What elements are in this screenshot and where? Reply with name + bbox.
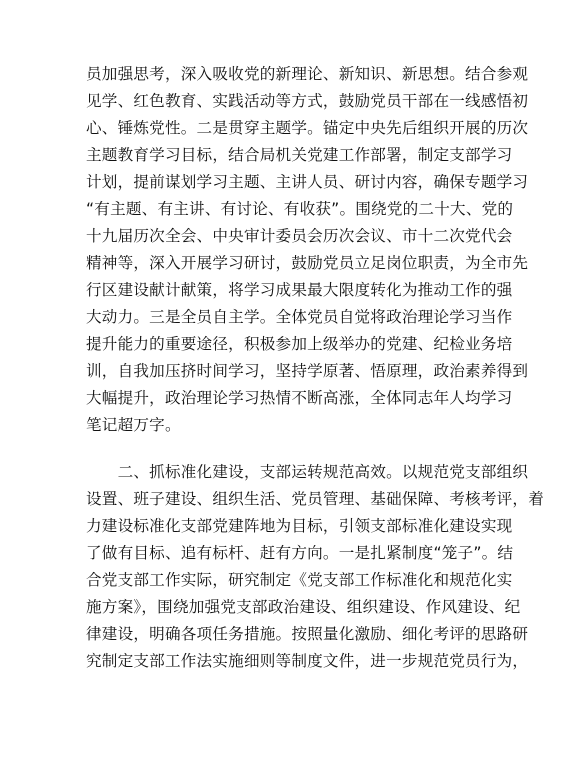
text-line: 设置、班子建设、组织生活、党员管理、基础保障、考核考评，着 bbox=[86, 490, 545, 508]
text-line: “有主题、有主讲、有讨论、有收获”。围绕党的二十大、党的 bbox=[86, 200, 514, 218]
text-line: 笔记超万字。 bbox=[86, 416, 181, 434]
paragraph-2 bbox=[86, 459, 545, 675]
text-line: 训，自我加压挤时间学习，坚持学原著、悟原理，政治素养得到 bbox=[86, 362, 529, 380]
text-line: 精神等，深入开展学习研讨，鼓励党员立足岗位职责，为全市先 bbox=[86, 254, 529, 272]
text-line: 合党支部工作实际，研究制定《党支部工作标准化和规范化实 bbox=[86, 571, 513, 589]
paragraph-spacing bbox=[86, 439, 506, 459]
text-line: 了做有目标、追有标杆、赶有方向。一是扎紧制度“笼子”。结 bbox=[86, 544, 514, 562]
text-line: 见学、红色教育、实践活动等方式，鼓励党员干部在一线感悟初 bbox=[86, 92, 529, 110]
text-line: 二、抓标准化建设，支部运转规范高效。以规范党支部组织 bbox=[86, 463, 529, 481]
text-line: 提升能力的重要途径，积极参加上级举办的党建、纪检业务培 bbox=[86, 335, 513, 353]
paragraph-1 bbox=[86, 61, 529, 439]
text-line: 员加强思考，深入吸收党的新理论、新知识、新思想。结合参观 bbox=[86, 65, 529, 83]
text-line: 心、锤炼党性。二是贯穿主题学。锚定中央先后组织开展的历次 bbox=[86, 119, 529, 137]
text-line: 行区建设献计献策，将学习成果最大限度转化为推动工作的强 bbox=[86, 281, 513, 299]
text-line: 主题教育学习目标，结合局机关党建工作部署，制定支部学习 bbox=[86, 146, 513, 164]
text-line: 大动力。三是全员自主学。全体党员自觉将政治理论学习当作 bbox=[86, 308, 513, 326]
text-line: 力建设标准化支部党建阵地为目标，引领支部标准化建设实现 bbox=[86, 517, 513, 535]
text-line: 究制定支部工作法实施细则等制度文件，进一步规范党员行为， bbox=[86, 652, 529, 670]
text-line: 计划，提前谋划学习主题、主讲人员、研讨内容，确保专题学习 bbox=[86, 173, 529, 191]
text-line: 十九届历次全会、中央审计委员会历次会议、市十二次党代会 bbox=[86, 227, 513, 245]
text-line: 施方案》，围绕加强党支部政治建设、组织建设、作风建设、纪 bbox=[86, 598, 521, 616]
text-line: 大幅提升，政治理论学习热情不断高涨，全体同志年人均学习 bbox=[86, 389, 513, 407]
text-line: 律建设，明确各项任务措施。按照量化激励、细化考评的思路研 bbox=[86, 625, 529, 643]
document-body bbox=[86, 61, 545, 675]
